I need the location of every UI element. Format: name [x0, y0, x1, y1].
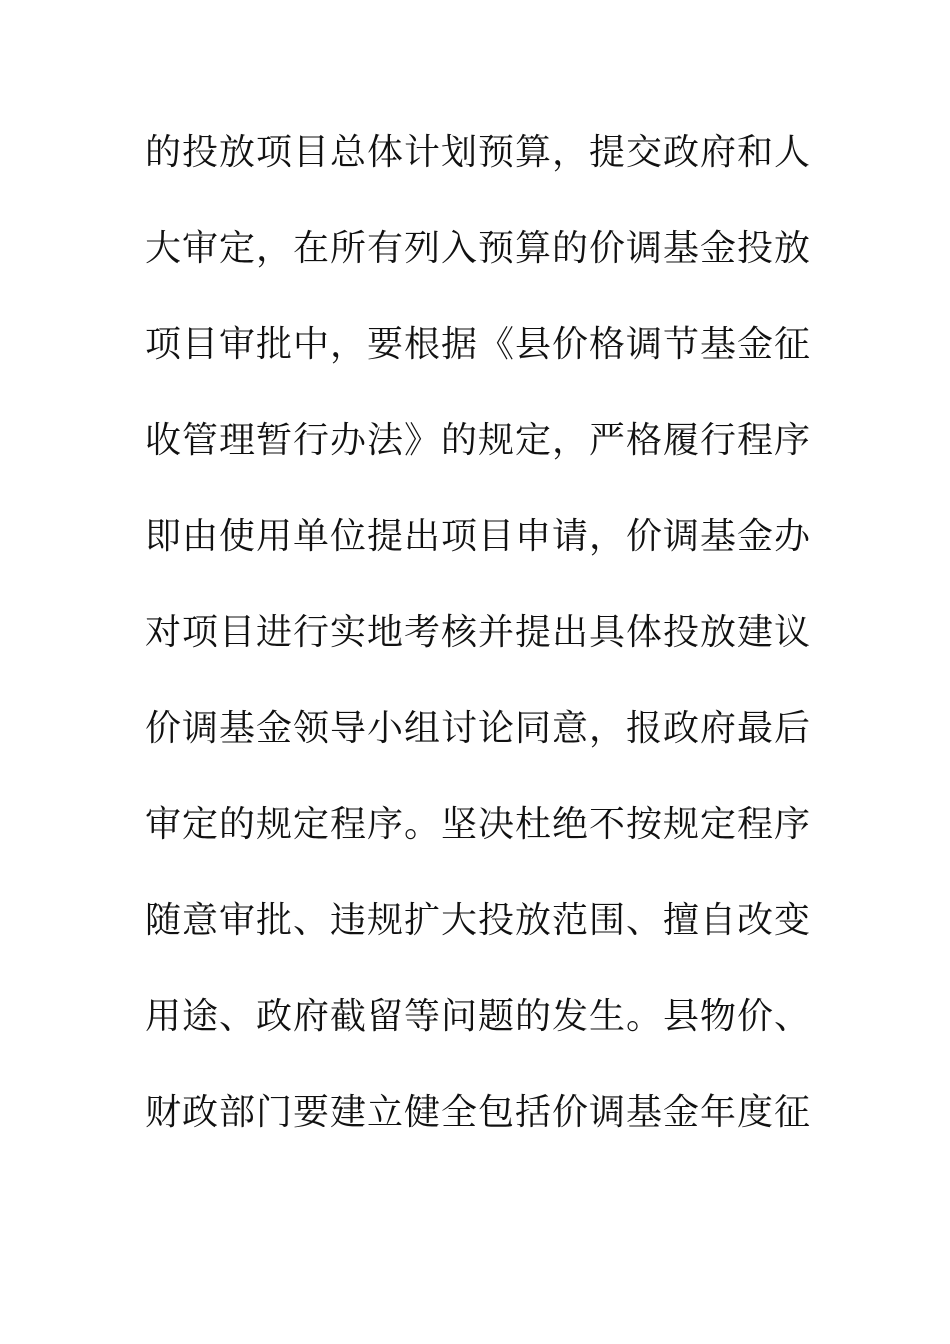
text-line: 项目审批中，要根据《县价格调节基金征 — [145, 324, 812, 365]
text-line: 财政部门要建立健全包括价调基金年度征 — [145, 1092, 812, 1133]
text-line: 价调基金领导小组讨论同意，报政府最后 — [145, 708, 812, 749]
text-line: 收管理暂行办法》的规定，严格履行程序 — [145, 420, 812, 461]
text-line: 大审定，在所有列入预算的价调基金投放 — [145, 228, 812, 269]
text-line: 随意审批、违规扩大投放范围、擅自改变 — [145, 900, 812, 941]
text-line: 审定的规定程序。坚决杜绝不按规定程序 — [145, 804, 812, 845]
text-line: 的投放项目总体计划预算，提交政府和人 — [145, 132, 812, 173]
text-line: 用途、政府截留等问题的发生。县物价、 — [145, 996, 812, 1037]
text-line: 对项目进行实地考核并提出具体投放建议 — [145, 612, 812, 653]
text-line: 即由使用单位提出项目申请，价调基金办 — [145, 516, 812, 557]
body-text — [145, 124, 810, 1180]
